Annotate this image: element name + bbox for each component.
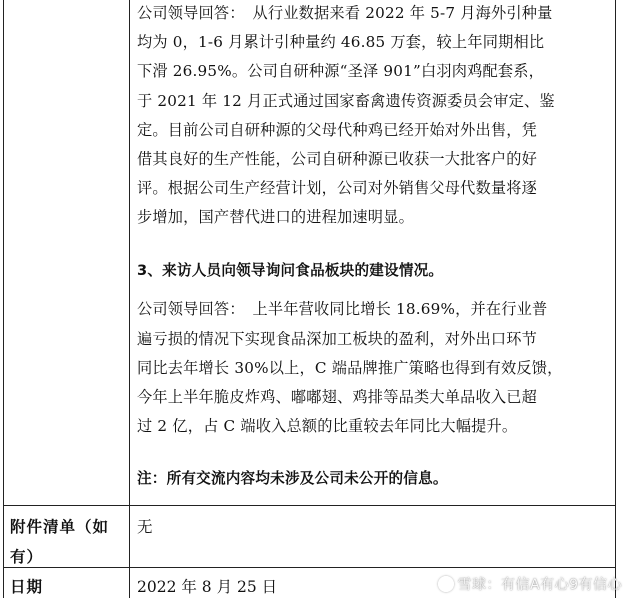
watermark-text: 雪球：有信A有心9有信心 — [457, 577, 622, 593]
paragraph-line: 同比去年增长 30%以上，C 端品牌推广策略也得到有效反馈， — [137, 359, 563, 377]
paragraph-line: 评。根据公司生产经营计划，公司对外销售父母代数量将逐 — [137, 179, 538, 197]
paragraph-line: 步增加，国产替代进口的进程加速明显。 — [137, 208, 414, 226]
date-label: 日期 — [10, 578, 44, 596]
row-divider-attachments — [3, 505, 616, 506]
date-value: 2022 年 8 月 25 日 — [137, 578, 278, 596]
paragraph-line: 下滑 26.95%。公司自研种源“圣泽 901”白羽肉鸡配套系， — [137, 62, 545, 80]
attachments-label-line: 附件清单（如 — [10, 518, 110, 536]
question-heading-food-segment: 3、来访人员向领导询问食品板块的建设情况。 — [137, 262, 444, 279]
paragraph-line: 借其良好的生产性能，公司自研种源已收获一大批客户的好 — [137, 150, 538, 168]
attachments-label-line: 有） — [10, 548, 44, 566]
snowball-logo-icon — [438, 576, 454, 592]
paragraph-line: 定。目前公司自研种源的父母代种鸡已经开始对外出售，凭 — [137, 121, 538, 139]
disclosure-note: 注：所有交流内容均未涉及公司未公开的信息。 — [137, 470, 448, 487]
paragraph-line: 公司领导回答： 上半年营收同比增长 18.69%，并在行业普 — [137, 300, 548, 318]
table-right-border — [615, 0, 616, 598]
table-left-border — [3, 0, 4, 598]
paragraph-line: 公司领导回答： 从行业数据来看 2022 年 5-7 月海外引种量 — [137, 4, 553, 22]
table-column-divider — [129, 0, 130, 598]
paragraph-line: 过 2 亿，占 C 端收入总额的比重较去年同比大幅提升。 — [137, 417, 518, 435]
watermark — [438, 574, 622, 594]
paragraph-line: 遍亏损的情况下实现食品深加工板块的盈利，对外出口环节 — [137, 330, 538, 348]
attachments-value: 无 — [137, 518, 153, 536]
paragraph-line: 今年上半年脆皮炸鸡、嘟嘟翅、鸡排等品类大单品收入已超 — [137, 388, 538, 406]
paragraph-line: 于 2021 年 12 月正式通过国家畜禽遗传资源委员会审定、鉴 — [137, 92, 555, 110]
attachments-label — [10, 512, 128, 572]
paragraph-line: 均为 0，1-6 月累计引种量约 46.85 万套，较上年同期相比 — [137, 33, 545, 51]
